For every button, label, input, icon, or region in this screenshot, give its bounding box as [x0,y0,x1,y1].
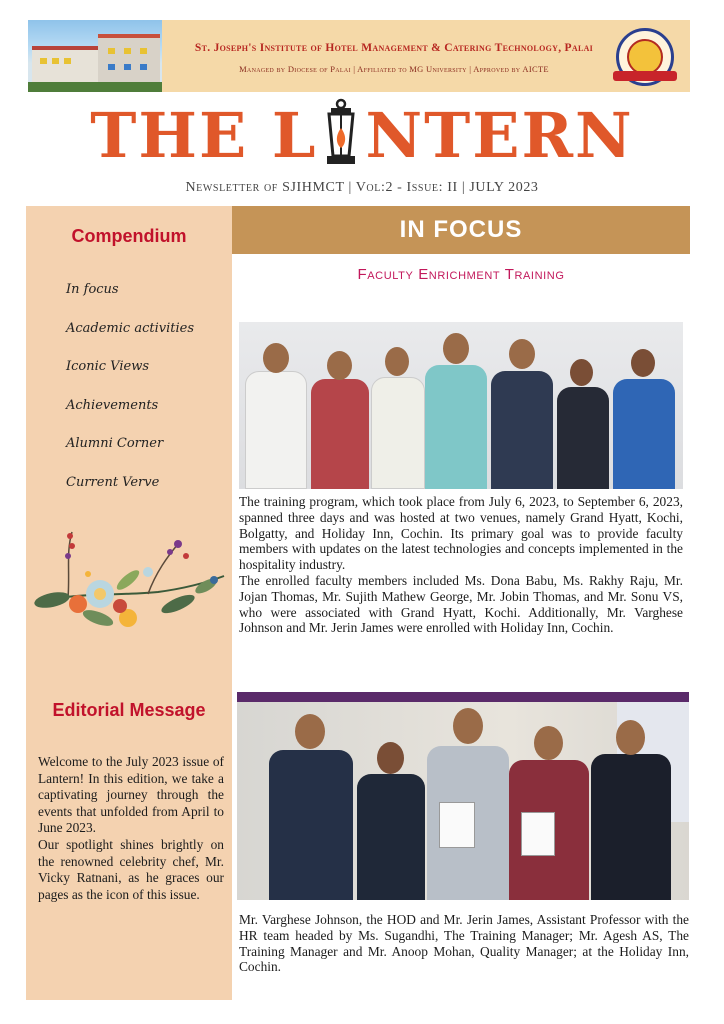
campus-photo [28,20,162,92]
compendium-list [66,282,226,514]
compendium-item: Iconic Views [66,359,149,375]
newsletter-title [0,96,724,176]
institute-name: St. Joseph's Institute of Hotel Management & Catering Technology, Palai [194,42,594,54]
training-paragraph: The training program, which took place from July 6, 2023, to September 6, 2023, spanned three days and was hosted at two venues, namely Grand Hyatt, Kochi, Bolgatty, and Holiday Inn, Cochin. Its primary goal was to provide faculty members with updates on the latest technologies and concepts implemented in the hospitality industry. [239,494,683,573]
institute-affiliation: Managed by Diocese of Palai | Affiliated to MG University | Approved by AICTE [239,64,549,74]
holiday-inn-group-photo [237,692,689,900]
compendium-item: Current Verve [66,474,160,490]
editorial-paragraph: Our spotlight shines brightly on the renowned celebrity chef, Mr. Vicky Ratnani, as he graces our pages as the icon of this issue. [38,836,224,902]
compendium-item: Achievements [66,397,159,413]
training-paragraph: The enrolled faculty members included Ms. Dona Babu, Ms. Rakhy Raju, Mr. Jojan Thomas, Mr. Sujith Mathew George, Mr. Jobin Thomas, and Mr. Sonu VS, who were associated with Grand Hyatt, Kochi. Additionally, Mr. Varghese Johnson and Mr. Jerin James were enrolled with Holiday Inn, Cochin. [239,572,683,636]
sidebar [26,206,232,1000]
compendium-title: Compendium [71,226,187,246]
masthead [0,96,724,176]
compendium-item: In focus [66,282,119,297]
compendium-item: Academic activities [66,320,194,336]
photo-caption: Mr. Varghese Johnson, the HOD and Mr. Jerin James, Assistant Professor with the HR team headed by Ms. Sugandhi, The Training Manager; Mr. Agesh AS, The Training Manager and Mr. Anoop Mohan, Quality Manager; at the Holiday Inn, Cochin. [239,912,689,975]
section-heading: Faculty Enrichment Training [357,266,565,283]
floral-decoration-icon [28,522,228,648]
institute-seal-logo [616,28,674,86]
header-banner [28,20,690,92]
in-focus-title: IN FOCUS [399,216,523,243]
in-focus-banner [232,206,690,254]
newsletter-title-left: THE L [90,99,318,172]
compendium-item: Alumni Corner [66,436,164,452]
editorial-paragraph: Welcome to the July 2023 issue of Lantern! In this edition, we take a captivating journey through the events that unfolded from April to June 2023. [38,754,224,836]
lantern-icon [319,96,363,172]
newsletter-title-right: NTERN [365,99,634,172]
training-description [239,494,683,636]
faculty-group-photo [239,322,683,489]
newsletter-issue-info: Newsletter of SJIHMCT | Vol:2 - Issue: II | JULY 2023 [185,180,539,195]
editorial-message [38,754,224,903]
editorial-title: Editorial Message [52,700,206,720]
